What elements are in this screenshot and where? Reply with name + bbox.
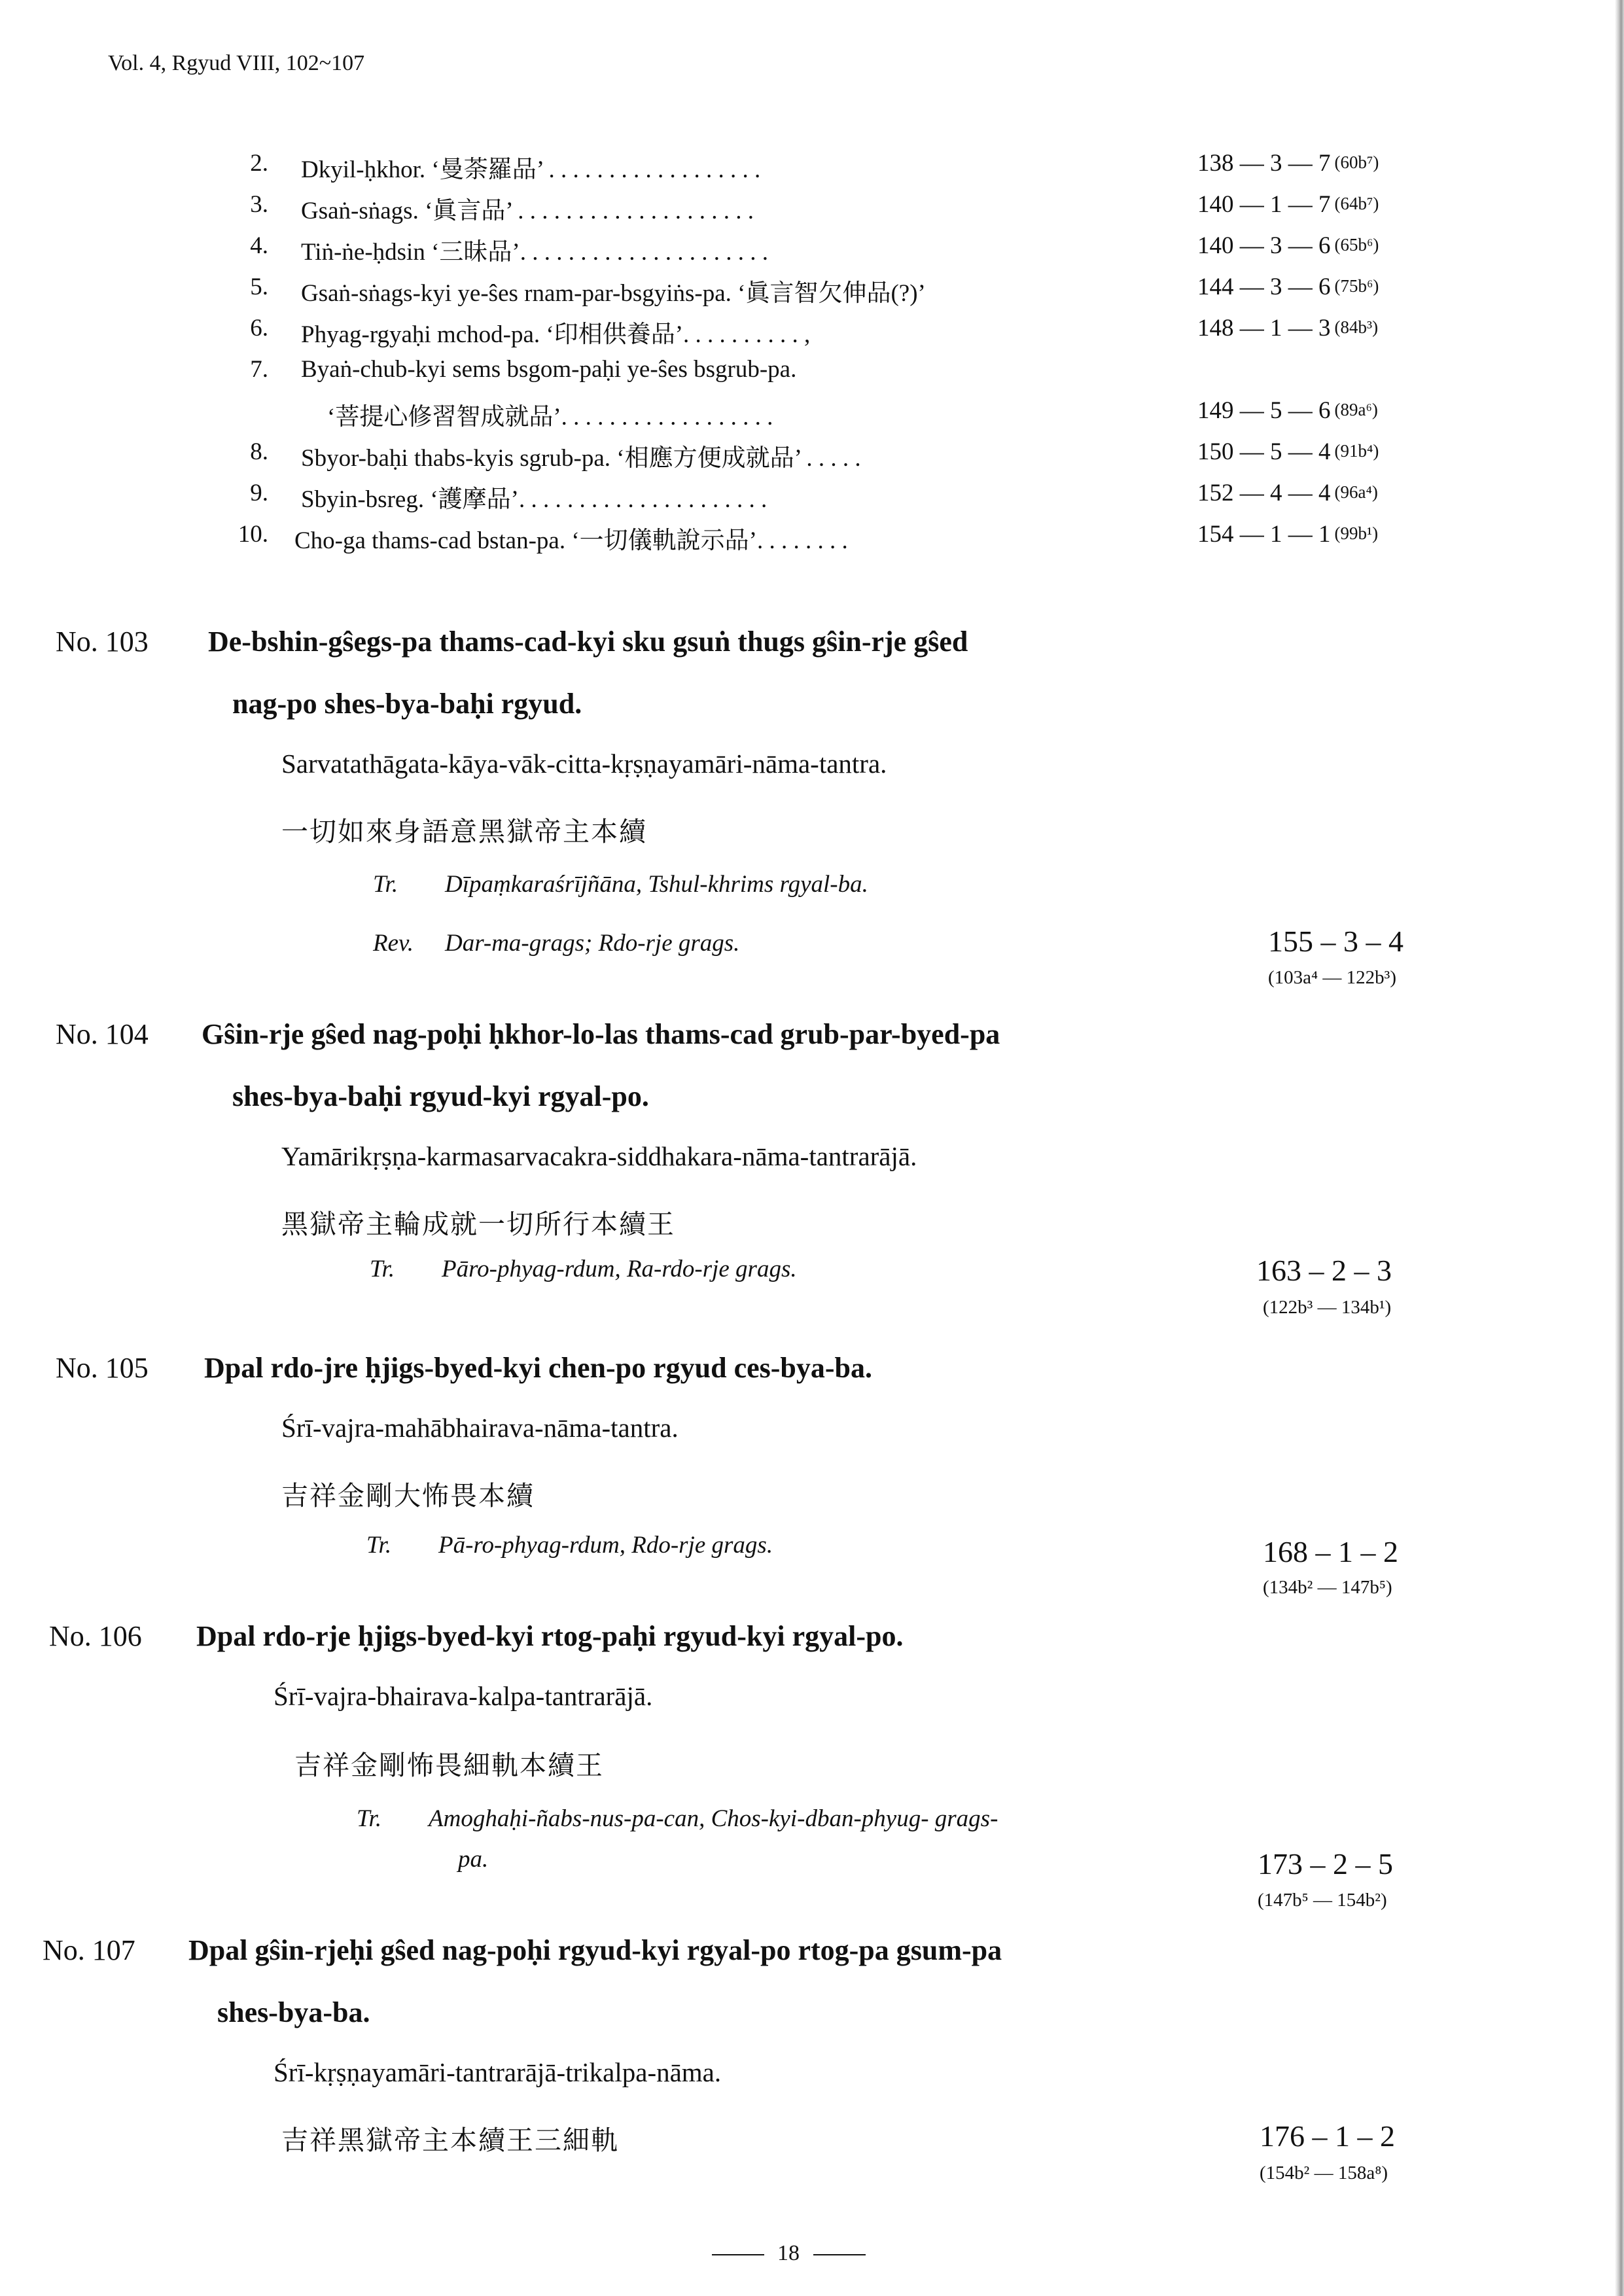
chapter-title: Gsaṅ-sṅags-kyi ye-ŝes rnam-par-bsgyiṅs-pa. ‘眞言智欠伸品(?)’ <box>301 280 926 307</box>
sanskrit-title: Yamārikṛṣṇa-karmasarvacakra-siddhakara-nāma-tantrarājā. <box>281 1141 917 1171</box>
entry-number: No. 104 <box>56 1018 149 1050</box>
entry-title: Dpal rdo-rje ḥjigs-byed-kyi rtog-paḥi rgyud-kyi rgyal-po. <box>196 1620 904 1652</box>
sanskrit-title: Śrī-vajra-bhairava-kalpa-tantrarājā. <box>274 1681 653 1711</box>
chapter-folio: (65b⁶) <box>1334 235 1379 255</box>
chapter-page-ref: 144 — 3 — 6 <box>1197 274 1331 300</box>
chinese-title: 黑獄帝主輪成就一切所行本續王 <box>281 1209 675 1240</box>
folio-range: (134b² — 147b⁵) <box>1263 1577 1392 1598</box>
page-edge-shadow <box>1615 0 1624 2296</box>
entry-title: Dpal gŝin-rjeḥi gŝed nag-poḥi rgyud-kyi rgyal-po rtog-pa gsum-pa <box>188 1934 1002 1966</box>
page-number: 18 <box>777 2241 800 2265</box>
chinese-title: 吉祥金剛大怖畏本續 <box>281 1480 535 1511</box>
chapter-title: Gsaṅ-sṅags. ‘眞言品’ . . . . . . . . . . . . . . . . . . . . <box>301 198 754 224</box>
chinese-title: 吉祥金剛怖畏細軌本續王 <box>294 1750 604 1781</box>
chapter-page-ref: 152 — 4 — 4 <box>1197 480 1331 506</box>
translators <box>357 1805 998 1833</box>
chapter-page-ref: 140 — 3 — 6 <box>1197 232 1331 259</box>
chapter-title: Dkyil-ḥkhor. ‘曼荼羅品’ . . . . . . . . . . . . . . . . . . <box>301 156 761 183</box>
chapter-folio: (96a⁴) <box>1334 482 1378 502</box>
entry-title-continued: nag-po shes-bya-baḥi rgyud. <box>232 688 582 720</box>
chapter-title: Tiṅ-ṅe-ḥdsin ‘三昧品’. . . . . . . . . . . . . . . . . . . . . <box>301 239 768 266</box>
sanskrit-title: Śrī-vajra-mahābhairava-nāma-tantra. <box>281 1413 679 1443</box>
chinese-title: 吉祥黑獄帝主本續王三細軌 <box>281 2125 619 2156</box>
page-reference: 173 – 2 – 5 <box>1258 1847 1393 1881</box>
translator-names: Pā-ro-phyag-rdum, Rdo-rje grags. <box>438 1532 773 1559</box>
chapter-title: Byaṅ-chub-kyi sems bsgom-paḥi ye-ŝes bsgrub-pa. <box>301 356 797 383</box>
folio-range: (147b⁵ — 154b²) <box>1258 1890 1387 1911</box>
translators <box>366 1531 773 1559</box>
folio-range: (154b² — 158a⁸) <box>1260 2163 1388 2183</box>
entry-number: No. 105 <box>56 1352 149 1384</box>
chapter-title: Phyag-rgyaḥi mchod-pa. ‘印相供養品’. . . . . . . . . . , <box>301 321 811 348</box>
chapter-page-ref: 148 — 1 — 3 <box>1197 315 1331 342</box>
entry-number: No. 106 <box>49 1620 142 1652</box>
chapter-folio: (75b⁶) <box>1334 276 1379 296</box>
chapter-page-ref: 150 — 5 — 4 <box>1197 438 1331 465</box>
chapter-folio: (91b⁴) <box>1334 441 1379 461</box>
entry-title: Dpal rdo-jre ḥjigs-byed-kyi chen-po rgyud ces-bya-ba. <box>204 1352 873 1384</box>
chapter-page-ref: 140 — 1 — 7 <box>1197 191 1331 218</box>
chapter-page-ref: 154 — 1 — 1 <box>1197 521 1331 548</box>
chapter-folio: (99b¹) <box>1334 523 1379 543</box>
reviser-names: Dar-ma-grags; Rdo-rje grags. <box>445 930 740 957</box>
chapter-number: 9. <box>250 480 268 506</box>
chapter-title: Cho-ga thams-cad bstan-pa. ‘一切儀軌說示品’. . . . . . . . <box>294 527 848 554</box>
translator-label: Tr. <box>373 871 398 898</box>
footer-rule-right <box>813 2254 866 2255</box>
entry-number: No. 103 <box>56 626 149 658</box>
page-reference: 176 – 1 – 2 <box>1260 2119 1395 2153</box>
chapter-number: 3. <box>250 191 268 218</box>
chapter-page-ref: 149 — 5 — 6 <box>1197 397 1331 424</box>
entry-title-continued: shes-bya-ba. <box>217 1996 370 2028</box>
chapter-folio: (84b³) <box>1334 317 1379 337</box>
chapter-number: 4. <box>250 232 268 259</box>
chapter-number: 10. <box>238 521 268 548</box>
chapter-title: Sbyor-baḥi thabs-kyis sgrub-pa. ‘相應方便成就品’ . . . . . <box>301 445 861 472</box>
translator-names: Amoghaḥi-ñabs-nus-pa-can, Chos-kyi-dban-phyug- grags- <box>429 1805 998 1832</box>
translators <box>370 1255 797 1283</box>
translators <box>373 870 868 898</box>
translator-names: Dīpaṃkaraśrījñāna, Tshul-khrims rgyal-ba. <box>445 871 868 898</box>
translator-names: Pāro-phyag-rdum, Ra-rdo-rje grags. <box>442 1256 797 1282</box>
chapter-number: 6. <box>250 315 268 342</box>
page-reference: 155 – 3 – 4 <box>1268 925 1403 958</box>
chapter-number: 7. <box>250 356 268 383</box>
chapter-number: 8. <box>250 438 268 465</box>
page-reference: 163 – 2 – 3 <box>1256 1254 1392 1287</box>
entry-title-continued: shes-bya-baḥi rgyud-kyi rgyal-po. <box>232 1080 649 1112</box>
translator-label: Tr. <box>366 1532 392 1559</box>
folio-range: (103a⁴ — 122b³) <box>1268 967 1396 988</box>
reviser-label: Rev. <box>373 930 414 957</box>
page-number-footer <box>703 2241 874 2266</box>
translator-names-continued: pa. <box>458 1846 489 1873</box>
chinese-title: 一切如來身語意黑獄帝主本續 <box>281 816 647 847</box>
sanskrit-title: Sarvatathāgata-kāya-vāk-citta-kṛṣṇayamāri-nāma-tantra. <box>281 749 887 779</box>
chapter-number: 2. <box>250 150 268 177</box>
footer-rule-left <box>712 2254 764 2255</box>
translator-label: Tr. <box>357 1805 382 1832</box>
chapter-folio: (89a⁶) <box>1334 400 1378 419</box>
sanskrit-title: Śrī-kṛṣṇayamāri-tantrarājā-trikalpa-nāma. <box>274 2057 722 2087</box>
entry-title: Gŝin-rje gŝed nag-poḥi ḥkhor-lo-las thams-cad grub-par-byed-pa <box>202 1018 1000 1050</box>
chapter-folio: (60b⁷) <box>1334 152 1379 172</box>
chapter-title: Sbyin-bsreg. ‘護摩品’. . . . . . . . . . . . . . . . . . . . . <box>301 486 768 513</box>
page-reference: 168 – 1 – 2 <box>1263 1535 1398 1568</box>
entry-title: De-bshin-gŝegs-pa thams-cad-kyi sku gsuṅ thugs gŝin-rje gŝed <box>208 626 968 658</box>
chapter-page-ref: 138 — 3 — 7 <box>1197 150 1331 177</box>
chapter-folio: (64b⁷) <box>1334 194 1379 213</box>
running-head: Vol. 4, Rgyud VIII, 102~107 <box>108 51 365 75</box>
entry-number: No. 107 <box>43 1934 135 1966</box>
folio-range: (122b³ — 134b¹) <box>1263 1297 1392 1318</box>
chapter-title: ‘菩提心修習智成就品’. . . . . . . . . . . . . . . . . . <box>327 404 773 431</box>
translator-label: Tr. <box>370 1256 395 1282</box>
revisers <box>373 929 739 957</box>
chapter-number: 5. <box>250 274 268 300</box>
